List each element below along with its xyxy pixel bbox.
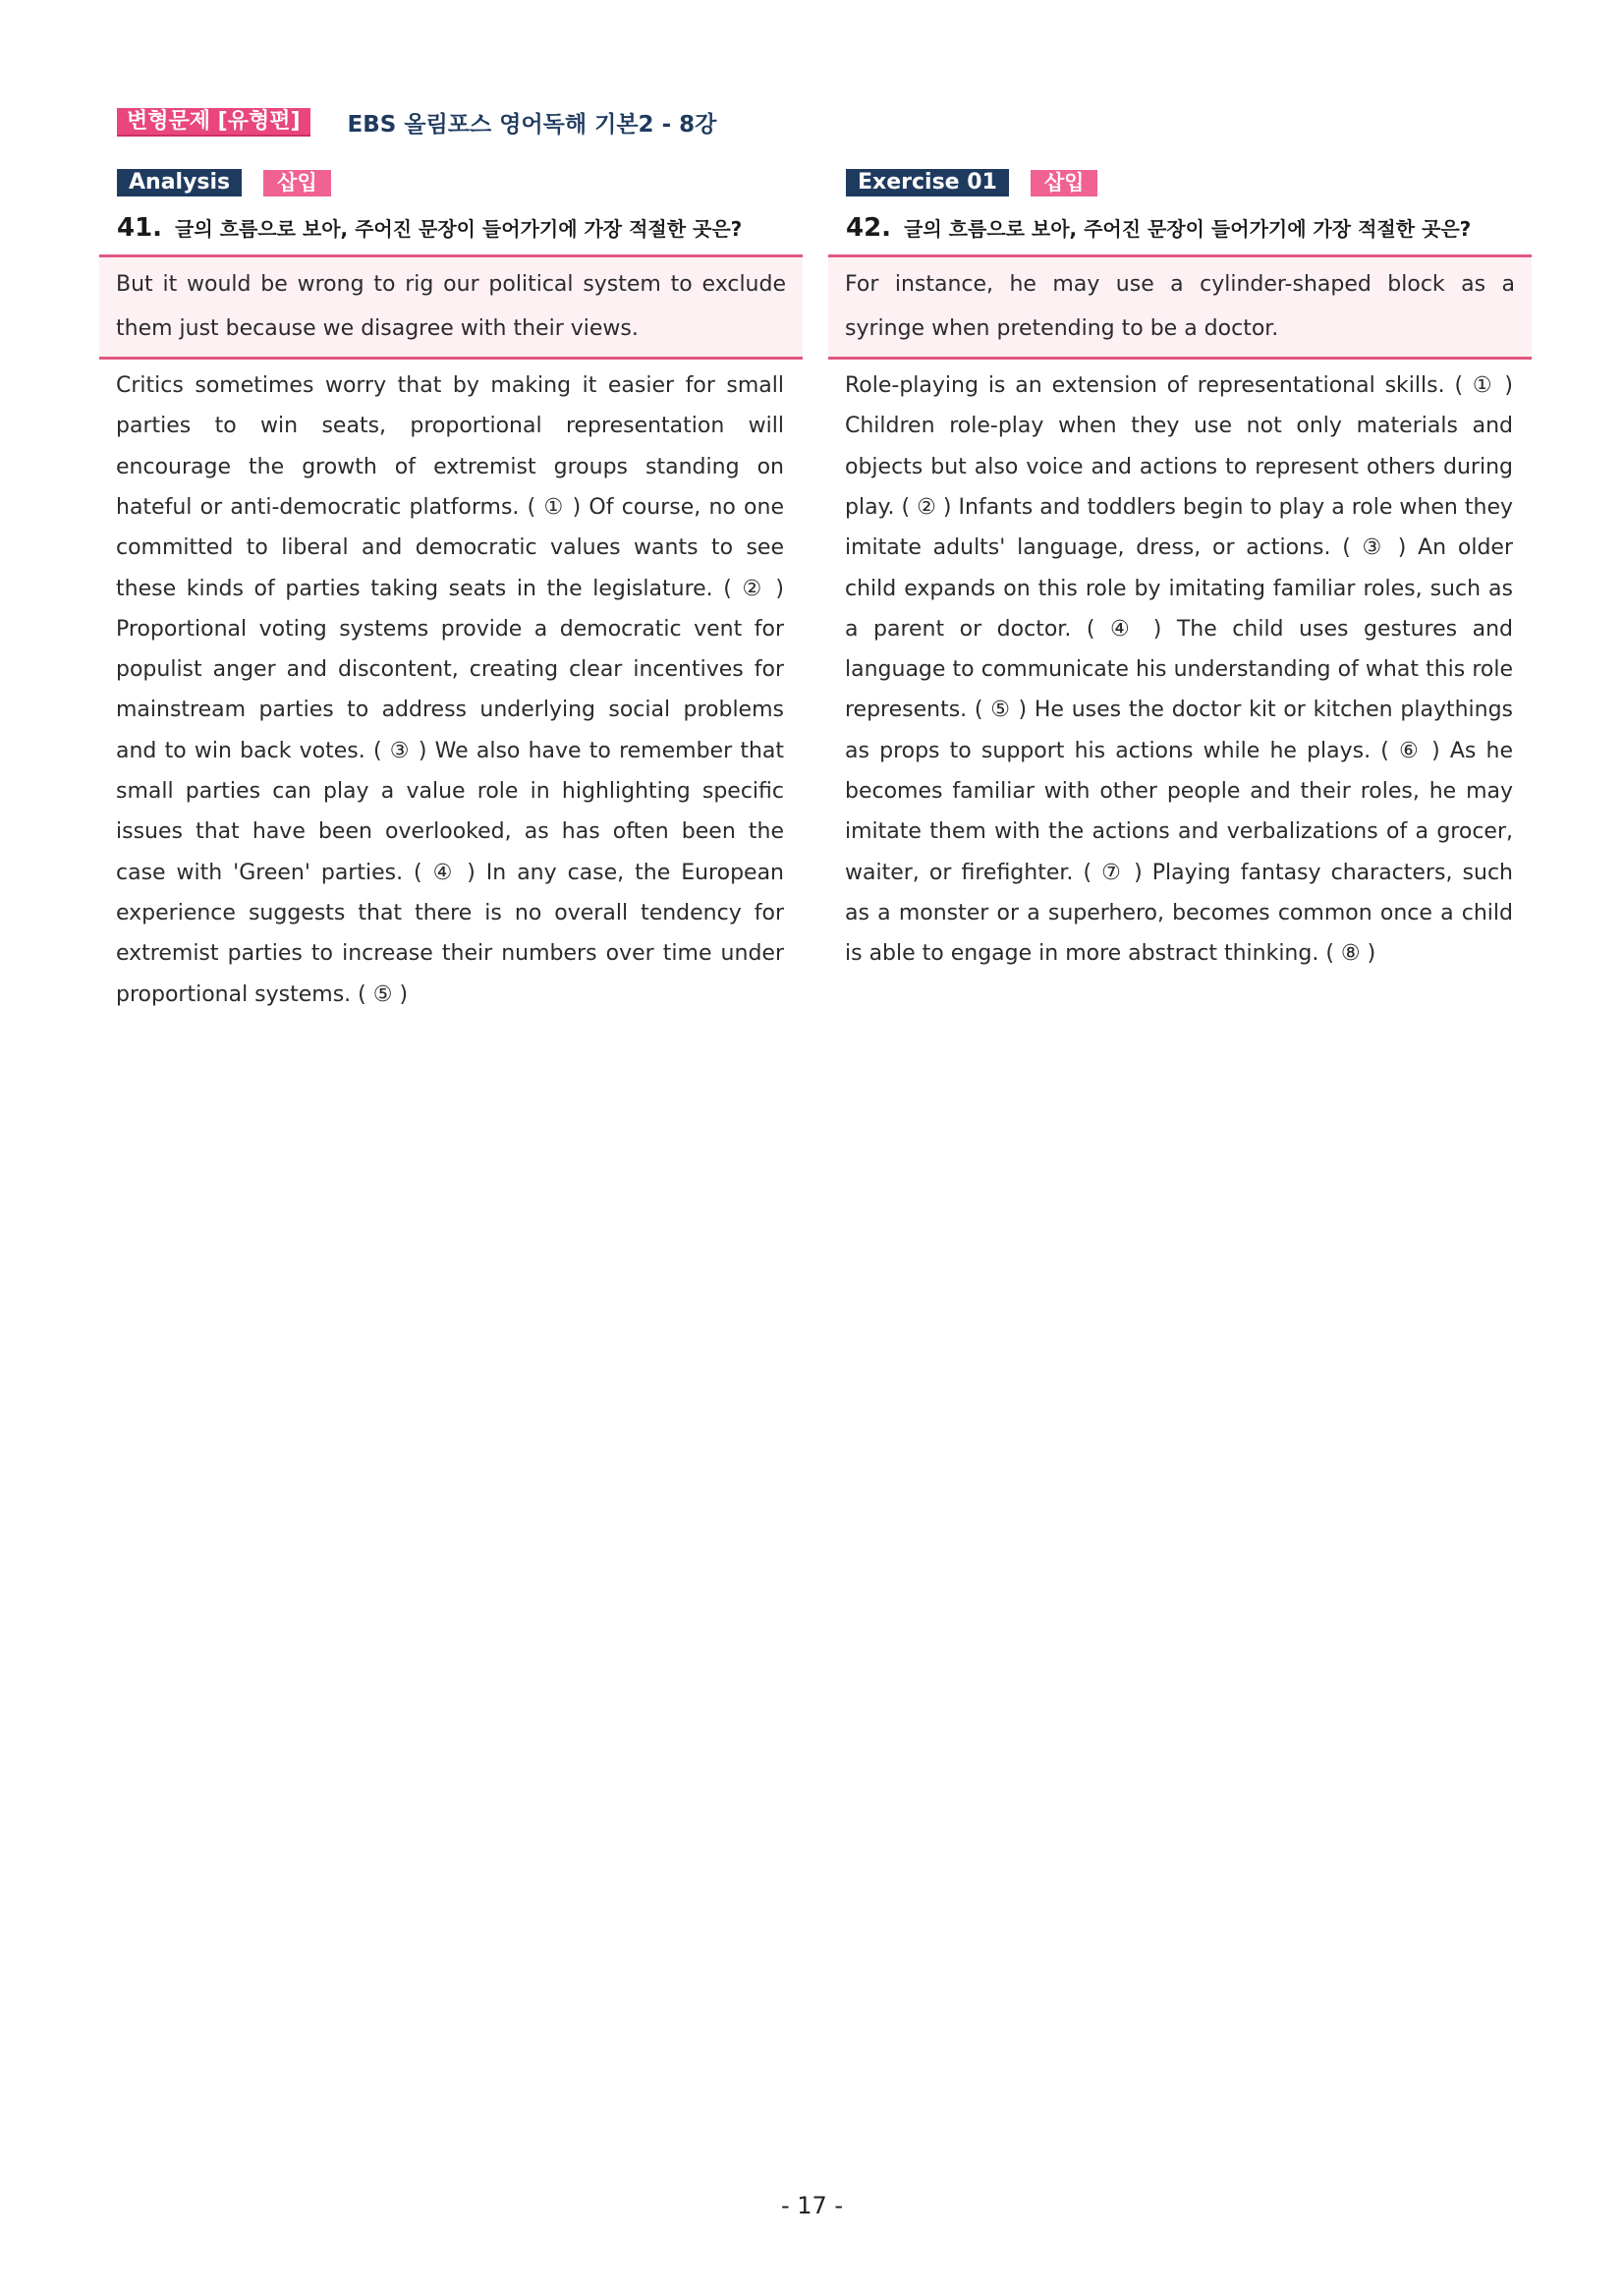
left-label-row	[117, 169, 803, 196]
given-sentence-box	[828, 254, 1532, 360]
passage-text: Critics sometimes worry that by making it easier for small parties to win seats, proportional representation will encourage the growth of extremist groups standing on hateful or anti-democratic platforms. ( ① ) Of course, no one committed to liberal and democratic values wants to see these kinds of parties taking seats in the legislature. ( ② ) Proportional voting systems provide a democratic vent for populist anger and discontent, creating clear incentives for mainstream parties to address underlying social problems and to win back votes. ( ③ ) We also have to remember that small parties can play a value role in highlighting specific issues that have been overlooked, as has often been the case with 'Green' parties. ( ④ ) In any case, the European experience suggests that there is no overall tendency for extremist parties to increase their numbers over time under proportional systems. ( ⑤ )	[116, 373, 784, 1007]
right-label-row	[846, 169, 1532, 196]
page-header	[117, 106, 716, 139]
right-column	[828, 169, 1532, 975]
question-number: 41.	[117, 213, 163, 244]
insertion-type-label: 삽입	[1031, 170, 1098, 196]
left-column	[99, 169, 803, 1015]
given-sentence-box	[99, 254, 803, 360]
header-tag: 변형문제 [유형편]	[117, 108, 310, 137]
header-title: EBS 올림포스 영어독해 기본2 - 8강	[347, 112, 717, 138]
page-number: - 17 -	[780, 2192, 844, 2219]
exercise-label: Exercise 01	[846, 169, 1009, 196]
question-41	[117, 210, 785, 247]
given-sentence: For instance, he may use a cylinder-shaped block as a syringe when pretending to be a doctor.	[845, 272, 1515, 342]
question-text: 글의 흐름으로 보아, 주어진 문장이 들어가기에 가장 적절한 곳은?	[904, 217, 1472, 242]
question-number: 42.	[846, 213, 892, 244]
analysis-label: Analysis	[117, 169, 242, 196]
passage-text: Role-playing is an extension of representational skills. ( ① ) Children role-play when they use not only materials and objects but also voice and actions to represent others during play. ( ② ) Infants and toddlers begin to play a role when they imitate adults' language, dress, or actions. ( ③ ) An older child expands on this role by imitating familiar roles, such as a parent or doctor. ( ④ ) The child uses gestures and language to communicate his understanding of what this role represents. ( ⑤ ) He uses the doctor kit or kitchen playthings as props to support his actions while he plays. ( ⑥ ) As he becomes familiar with other people and their roles, he may imitate them with the actions and verbalizations of a grocer, waiter, or firefighter. ( ⑦ ) Playing fantasy characters, such as a monster or a superhero, becomes common once a child is able to engage in more abstract thinking. ( ⑧ )	[845, 373, 1513, 967]
question-text: 글의 흐름으로 보아, 주어진 문장이 들어가기에 가장 적절한 곳은?	[175, 217, 743, 242]
question-42	[846, 210, 1514, 247]
given-sentence: But it would be wrong to rig our political system to exclude them just because we disagree with their views.	[116, 272, 786, 342]
insertion-type-label: 삽입	[263, 170, 331, 196]
